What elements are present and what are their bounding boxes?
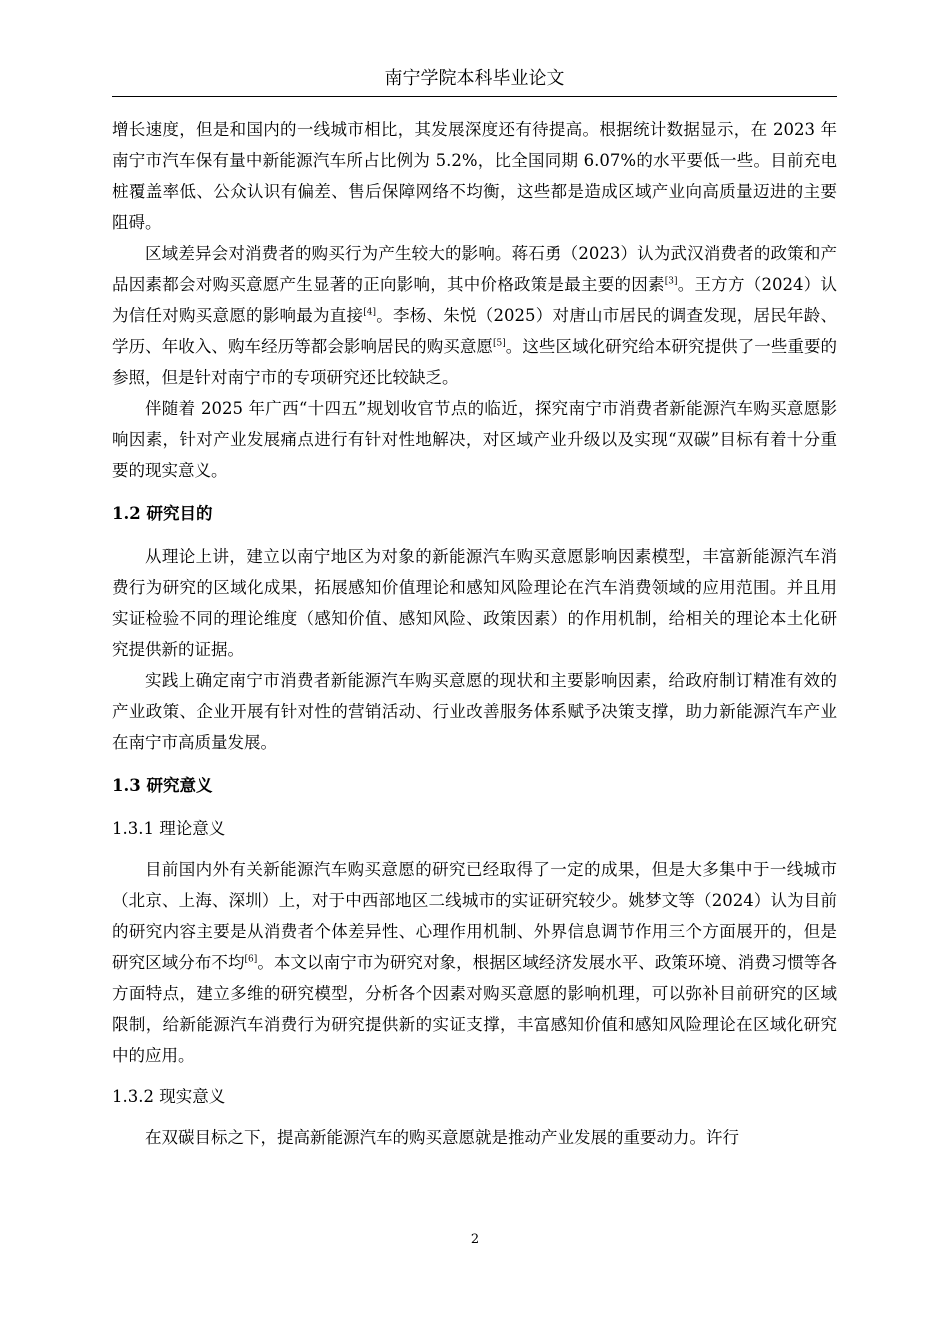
paragraph-6-text-b: 。本文以南宁市为研究对象，根据区域经济发展水平、政策环境、消费习惯等各方面特点，建立多维的研究模型，分析各个因素对购买意愿的影响机理，可以弥补目前研究的区域限制，给新能源汽车消费行为研究提供新的实证支撑，丰富感知价值和感知风险理论在区域化研究中的应用。 [112, 953, 838, 1065]
paragraph-5: 实践上确定南宁市消费者新能源汽车购买意愿的现状和主要影响因素，给政府制订精准有效的产业政策、企业开展有针对性的营销活动、行业改善服务体系赋予决策支撑，助力新能源汽车产业在南宁市高质量发展。 [112, 671, 837, 752]
paragraph-2 [112, 238, 837, 393]
page-number: 2 [470, 1232, 480, 1247]
paragraph-3: 伴随着 2025 年广西“十四五”规划收官节点的临近，探究南宁市消费者新能源汽车购买意愿影响因素，针对产业发展痛点进行有针对性地解决，对区域产业升级以及实现“双碳”目标有着十分重要的现实意义。 [112, 399, 837, 480]
paragraph-7: 在双碳目标之下，提高新能源汽车的购买意愿就是推动产业发展的重要动力。许行 [145, 1128, 739, 1147]
citation-4: [4] [363, 307, 376, 318]
citation-5: [5] [492, 338, 506, 349]
paragraph-2-text-a: 区域差异会对消费者的购买行为产生较大的影响。蒋石勇（2023）认为武汉消费者的政策和产品因素都会对购买意愿产生显著的正向影响，其中价格政策是最主要的因素 [112, 244, 837, 294]
paragraph-4: 从理论上讲，建立以南宁地区为对象的新能源汽车购买意愿影响因素模型，丰富新能源汽车消费行为研究的区域化成果，拓展感知价值理论和感知风险理论在汽车消费领域的应用范围。并且用实证检验不同的理论维度（感知价值、感知风险、政策因素）的作用机制，给相关的理论本土化研究提供新的证据。 [112, 547, 837, 659]
section-heading-1-3: 1.3 研究意义 [112, 776, 213, 795]
citation-6: [6] [244, 954, 258, 965]
body-text [112, 114, 837, 1153]
paragraph-6 [112, 854, 837, 1071]
paragraph-2-text-b: 。王方方（2024）认为信任对购买意愿的影响最为直接 [112, 275, 837, 325]
paragraph-1: 增长速度，但是和国内的一线城市相比，其发展深度还有待提高。根据统计数据显示，在 2023 年南宁市汽车保有量中新能源汽车所占比例为 5.2%，比全国同期 6.07%的水平要低一些。目前充电桩覆盖率低、公众认识有偏差、售后保障网络不均衡，这些都是造成区域产业向高质量迈进的主要阻碍。 [112, 120, 837, 232]
citation-3: [3] [664, 276, 678, 287]
subsection-heading-1-3-1: 1.3.1 理论意义 [112, 819, 226, 838]
paragraph-2-text-d: 。这些区域化研究给本研究提供了一些重要的参照，但是针对南宁市的专项研究还比较缺乏。 [112, 337, 838, 387]
page-header: 南宁学院本科毕业论文 [112, 66, 837, 97]
section-heading-1-2: 1.2 研究目的 [112, 504, 213, 523]
paragraph-6-text-a: 目前国内外有关新能源汽车购买意愿的研究已经取得了一定的成果，但是大多集中于一线城市（北京、上海、深圳）上，对于中西部地区二线城市的实证研究较少。姚梦文等（2024）认为目前的研究内容主要是从消费者个体差异性、心理作用机制、外界信息调节作用三个方面展开的，但是研究区域分布不均 [112, 860, 837, 972]
subsection-heading-1-3-2: 1.3.2 现实意义 [112, 1087, 226, 1106]
paragraph-2-text-c: 。李杨、朱悦（2025）对唐山市居民的调查发现，居民年龄、学历、年收入、购车经历等都会影响居民的购买意愿 [112, 306, 837, 356]
